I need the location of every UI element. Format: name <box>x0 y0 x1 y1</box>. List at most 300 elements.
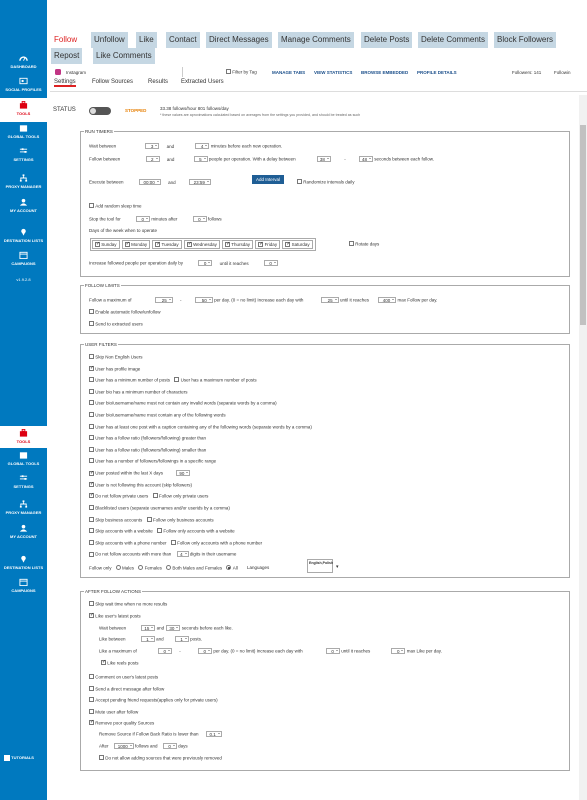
sidebar-item-global-tools[interactable] <box>0 124 47 139</box>
sidebar-label: TUTORIALS <box>11 755 34 761</box>
send-dm-row[interactable] <box>89 686 164 691</box>
label: User is not following this account (skip followers) <box>95 482 193 488</box>
label: and <box>168 179 176 185</box>
follow-between-row <box>89 156 434 162</box>
tab-like-comments[interactable]: Like Comments <box>93 48 155 64</box>
execute-start-input[interactable]: 00:00 <box>139 179 161 185</box>
label: Friday <box>264 242 278 247</box>
stop-tool-row <box>89 216 222 222</box>
label: User has profile image <box>95 366 141 372</box>
label: minutes before each new operation. <box>210 143 283 149</box>
label: Like a maximum of <box>99 648 137 654</box>
posted-days-input[interactable]: 90 <box>176 470 190 476</box>
checkbox[interactable] <box>89 493 94 498</box>
sidebar-item-dashboard[interactable] <box>0 54 47 69</box>
sidebar-label: SETTINGS <box>13 484 34 489</box>
label: Comment on user's latest posts <box>95 674 159 680</box>
website-row[interactable] <box>89 528 235 533</box>
wait-max-input[interactable]: 4 <box>195 143 209 149</box>
label: User has a minimum number of posts <box>95 377 171 383</box>
sidebar-label: CAMPAIGNS <box>11 261 36 266</box>
day-saturday[interactable] <box>282 240 312 249</box>
label: Blacklisted users (separate usernames and/or userids by a comma) <box>95 505 230 511</box>
checkbox[interactable] <box>89 389 94 394</box>
label: All <box>232 565 238 571</box>
pin-icon <box>19 555 28 563</box>
delay-min-input[interactable]: 38 <box>317 156 331 162</box>
digits-input[interactable]: 4 <box>177 551 189 557</box>
phone-row[interactable] <box>89 540 262 545</box>
sidebar-item-my-account-2[interactable] <box>0 524 47 539</box>
send-extracted-row[interactable] <box>89 321 143 326</box>
bio-must-row[interactable] <box>89 412 226 417</box>
label: Follow only business accounts <box>152 517 214 523</box>
subtab-follow-sources[interactable]: Follow Sources <box>92 79 134 85</box>
remove-if-row <box>99 731 222 737</box>
scrollbar[interactable] <box>579 95 587 800</box>
sidebar-label: MY ACCOUNT <box>10 534 37 539</box>
label: per day. (0 = no limit) Increase each day with <box>213 648 303 654</box>
label: Skip wait time when no more results <box>95 601 168 607</box>
follow-max-max-input[interactable]: 50 <box>195 297 213 303</box>
only-website-checkbox[interactable] <box>157 528 162 533</box>
sidebar-item-tools-2[interactable] <box>0 426 47 448</box>
sidebar-item-campaigns-2[interactable] <box>0 578 47 593</box>
bio-min-row[interactable] <box>89 389 188 394</box>
label: Follow only accounts with a website <box>163 528 235 534</box>
label: User posted within the last X days <box>95 470 164 476</box>
checkbox[interactable] <box>89 528 94 533</box>
day-checkbox[interactable] <box>125 242 130 247</box>
tab-direct-messages[interactable]: Direct Messages <box>206 32 272 48</box>
execute-end-input[interactable]: 23:59 <box>189 179 211 185</box>
status-state: STOPPED <box>125 108 147 113</box>
label: Males <box>122 565 135 571</box>
checkbox[interactable] <box>89 674 94 679</box>
day-tuesday[interactable] <box>152 240 181 249</box>
tab-block-followers[interactable]: Block Followers <box>494 32 556 48</box>
sidebar-item-destination-lists-2[interactable] <box>0 555 47 570</box>
label: Both Males and Females <box>172 565 223 571</box>
label: Add random sleep time <box>95 203 142 209</box>
globe-icon <box>19 451 28 459</box>
label: User has a follow ratio (followers/following) greater than <box>95 435 207 441</box>
filter-by-tag-checkbox[interactable] <box>226 69 231 74</box>
label: Wait between <box>89 143 117 149</box>
subtab-extracted-users[interactable]: Extracted Users <box>181 79 224 85</box>
sidebar-label: SETTINGS <box>13 157 34 162</box>
section-title: USER FILTERS <box>85 342 117 347</box>
sidebar-label: DESTINATION LISTS <box>3 565 44 570</box>
comment-row[interactable] <box>89 674 158 679</box>
radio-females[interactable] <box>138 565 143 570</box>
execute-between-row <box>89 179 211 185</box>
section-title: FOLLOW LIMITS <box>85 283 120 288</box>
days-label: Days of the week when to operate <box>89 228 158 233</box>
ratio-smaller-row[interactable] <box>89 447 206 452</box>
delay-max-input[interactable]: 48 <box>359 156 373 162</box>
checkbox[interactable] <box>89 709 94 714</box>
languages-dropdown-icon[interactable]: ▾ <box>336 564 339 570</box>
tab-contact[interactable]: Contact <box>166 32 200 48</box>
radio-both[interactable] <box>166 565 171 570</box>
label: follows <box>207 216 222 222</box>
user-icon <box>19 524 28 532</box>
label: Accept pending friend requests(applies only for private users) <box>95 697 218 703</box>
label: Saturday <box>291 242 310 247</box>
bio-invalid-row[interactable] <box>89 400 277 405</box>
sidebar-item-proxy-manager-2[interactable] <box>0 500 47 515</box>
label: minutes after <box>151 216 178 222</box>
toolbox-icon <box>19 101 28 109</box>
sidebar-item-campaigns[interactable] <box>0 251 47 266</box>
sidebar-item-my-account[interactable] <box>0 198 47 213</box>
app-version: v1.9.2.8 <box>16 277 31 282</box>
label: User bio/username/name must contain any of the following words <box>95 412 226 418</box>
label: Enable automatic follow/unfollow <box>95 309 161 315</box>
add-interval-label: Add Interval <box>252 175 284 184</box>
label: Send a direct message after follow <box>95 686 165 692</box>
stop-follows-input[interactable]: 0 <box>193 216 207 222</box>
label: Randomize intervals daily <box>303 179 355 185</box>
user-icon <box>19 198 28 206</box>
day-checkbox[interactable] <box>285 242 290 247</box>
follow-min-input[interactable]: 2 <box>146 156 160 162</box>
label: Like reels posts <box>107 660 139 666</box>
label: Do not allow adding sources that were previously removed <box>105 755 222 761</box>
follow-increase-input[interactable]: 25 <box>321 297 339 303</box>
sliders-icon <box>19 147 28 155</box>
instagram-icon <box>55 69 61 75</box>
day-thursday[interactable] <box>222 240 253 249</box>
checkbox[interactable] <box>89 540 94 545</box>
sidebar-label: TOOLS <box>16 439 31 444</box>
only-phone-checkbox[interactable] <box>171 540 176 545</box>
label: After <box>99 743 109 749</box>
day-monday[interactable] <box>122 240 150 249</box>
subtab-results[interactable]: Results <box>148 79 169 85</box>
range-row[interactable] <box>89 458 216 463</box>
sidebar-item-social-profiles[interactable] <box>0 77 47 92</box>
day-friday[interactable] <box>255 240 280 249</box>
like-max-min-input[interactable]: 0 <box>158 648 172 654</box>
label: Sunday <box>101 242 117 247</box>
sliders-icon <box>19 474 28 482</box>
toolbox-icon <box>19 429 28 437</box>
no-prev-sources-row[interactable] <box>99 755 222 760</box>
radio-all[interactable] <box>226 565 231 570</box>
label: Rotate days <box>355 241 380 247</box>
tab-follow[interactable]: Follow <box>51 32 80 48</box>
like-max-max-input[interactable]: 0 <box>198 648 212 654</box>
checkbox[interactable] <box>89 400 94 405</box>
blacklisted-row[interactable] <box>89 505 230 510</box>
tab-delete-comments[interactable]: Delete Comments <box>418 32 488 48</box>
checkbox[interactable] <box>89 697 94 702</box>
sidebar-item-global-tools-2[interactable] <box>0 451 47 466</box>
label: Remove Source if Follow Back Ratio is lower than <box>99 731 199 737</box>
gender-row <box>89 565 269 570</box>
checkbox[interactable] <box>89 686 94 691</box>
after-row <box>99 743 188 749</box>
like-min-input[interactable]: 1 <box>141 636 155 642</box>
caption-row[interactable] <box>89 424 312 429</box>
checkbox[interactable] <box>89 435 94 440</box>
label: Stop the tool for <box>89 216 121 222</box>
label: Like between <box>99 636 126 642</box>
rotate-days-checkbox[interactable] <box>349 241 354 246</box>
checkbox[interactable] <box>89 482 94 487</box>
status-toggle[interactable] <box>89 107 111 115</box>
checkbox[interactable] <box>89 505 94 510</box>
min-posts-row[interactable] <box>89 377 257 382</box>
radio-males[interactable] <box>116 565 121 570</box>
randomize-checkbox[interactable] <box>297 179 302 184</box>
wait-between-row <box>89 143 282 149</box>
business-row[interactable] <box>89 517 214 522</box>
after-follows-input[interactable]: 1000 <box>114 743 134 749</box>
checkbox[interactable] <box>89 613 94 618</box>
account-toolbar <box>52 67 587 78</box>
like-max-input[interactable]: 1 <box>175 636 189 642</box>
subtab-settings[interactable]: Settings <box>54 79 76 85</box>
like-wait-max-input[interactable]: 30 <box>166 625 180 631</box>
private-row[interactable] <box>89 493 208 498</box>
section-title: AFTER FOLLOW ACTIONS <box>85 589 142 594</box>
wait-min-input[interactable]: 3 <box>145 143 159 149</box>
checkbox[interactable] <box>89 424 94 429</box>
label: Mute user after follow <box>95 709 139 715</box>
filter-by-tag-label: Filter by Tag <box>232 69 257 75</box>
only-private-checkbox[interactable] <box>153 493 158 498</box>
auto-unfollow-row[interactable] <box>89 309 161 314</box>
following-count: Followin <box>554 70 571 75</box>
profile-image-row[interactable] <box>89 366 140 371</box>
label: per day. (0 = no limit) Increase each day with <box>214 297 304 303</box>
label: Languages <box>246 565 270 571</box>
globe-icon <box>19 124 28 132</box>
day-wednesday[interactable] <box>184 240 220 249</box>
label: Skip accounts with a phone number <box>95 540 167 546</box>
network-icon <box>19 500 28 508</box>
posted-within-row[interactable] <box>89 470 190 476</box>
pin-icon <box>19 228 28 236</box>
sidebar-label: TOOLS <box>16 111 31 116</box>
like-wait-min-input[interactable]: 15 <box>141 625 155 631</box>
checkbox[interactable] <box>89 458 94 463</box>
calendar-icon <box>19 251 28 259</box>
stop-minutes-input[interactable]: 0 <box>136 216 150 222</box>
checkbox[interactable] <box>89 552 94 557</box>
label: Follow only accounts with a phone number <box>177 540 263 546</box>
label: Females <box>144 565 162 571</box>
profile-details-link[interactable]: PROFILE DETAILS <box>417 70 457 75</box>
sidebar-item-tools[interactable] <box>0 98 47 122</box>
follow-max-min-input[interactable]: 25 <box>155 297 173 303</box>
profiles-icon <box>19 77 28 85</box>
account-name[interactable]: Instagram <box>66 70 87 75</box>
manage-tabs-link[interactable]: MANAGE TABS <box>272 70 306 75</box>
label: User bio/username/name must not contain any invalid words (separate words by a comma) <box>95 400 277 406</box>
label: Monday <box>131 242 148 247</box>
sidebar-item-proxy-manager[interactable] <box>0 174 47 189</box>
sidebar-label: DASHBOARD <box>10 64 37 69</box>
languages-select[interactable] <box>307 559 333 573</box>
label: Like user's latest posts <box>95 613 141 619</box>
label: Execute between <box>89 179 124 185</box>
label: Skip business accounts <box>95 517 143 523</box>
max-posts-checkbox[interactable] <box>174 377 179 382</box>
label: Do not follow private users <box>95 493 149 499</box>
sidebar-label: CAMPAIGNS <box>11 588 36 593</box>
like-reels-row[interactable] <box>101 660 139 665</box>
status-rate: 33.38 follows/hour 801 follows/day <box>160 106 229 111</box>
status-note: * these values are aproximations calculated based on averages from the settings you provided, and should be treated as such <box>160 113 361 117</box>
follow-until-input[interactable]: 400 <box>378 297 396 303</box>
tab-delete-posts[interactable]: Delete Posts <box>361 32 412 48</box>
divider <box>182 67 183 77</box>
tab-repost[interactable]: Repost <box>51 48 82 64</box>
scrollbar-thumb[interactable] <box>580 125 586 325</box>
checkbox[interactable] <box>89 377 94 382</box>
randomize-row[interactable] <box>297 179 355 184</box>
label: people per operation. With a delay between <box>208 156 296 162</box>
day-checkbox[interactable] <box>95 242 100 247</box>
follow-max-input[interactable]: 5 <box>194 156 208 162</box>
label: Wait between <box>99 625 127 631</box>
day-checkbox[interactable] <box>187 242 192 247</box>
label: Follow a maximum of <box>89 297 132 303</box>
followers-count: Followers: 141 <box>512 70 542 75</box>
digits-row[interactable] <box>89 551 236 557</box>
checkbox[interactable] <box>89 447 94 452</box>
sidebar-item-destination-lists[interactable] <box>0 228 47 243</box>
checkbox[interactable] <box>89 366 94 371</box>
status-label: STATUS <box>53 107 76 113</box>
skip-non-english-row[interactable] <box>89 354 143 359</box>
sidebar-item-settings[interactable] <box>0 147 47 162</box>
day-sunday[interactable] <box>92 240 120 249</box>
label: User has a maximum number of posts <box>180 377 257 383</box>
dash: - <box>179 648 181 654</box>
checkbox[interactable] <box>99 755 104 760</box>
ratio-input[interactable]: 0.1 <box>206 731 222 737</box>
divider <box>50 91 587 92</box>
like-max-row <box>99 648 442 654</box>
label: Send to extracted users <box>95 321 143 327</box>
like-posts-row[interactable] <box>89 613 141 618</box>
rotate-days-row[interactable] <box>349 241 379 246</box>
sidebar-item-tutorials[interactable] <box>0 755 47 761</box>
gauge-icon <box>19 54 28 62</box>
label: Skip Non English Users <box>95 354 143 360</box>
label: until it reaches <box>341 648 371 654</box>
ratio-greater-row[interactable] <box>89 435 206 440</box>
label: days <box>178 743 188 749</box>
sidebar-label: SOCIAL PROFILES <box>5 87 42 92</box>
label: User has a follow ratio (followers/following) smaller than <box>95 447 207 453</box>
label: Follow only private users <box>158 493 209 499</box>
day-checkbox[interactable] <box>225 242 230 247</box>
increase-until-input[interactable]: 0 <box>264 260 278 266</box>
browse-embedded-link[interactable]: BROWSE EMBEDDED <box>361 70 409 75</box>
label: Increase followed people per operation daily by <box>89 260 184 266</box>
days-group <box>90 238 316 251</box>
like-wait-row <box>99 625 233 631</box>
sidebar <box>0 0 47 800</box>
view-statistics-link[interactable]: VIEW STATISTICS <box>314 70 353 75</box>
label: seconds between each follow. <box>374 156 435 162</box>
checkbox[interactable] <box>89 601 94 606</box>
label: Skip accounts with a website <box>95 528 153 534</box>
like-increase-input[interactable]: 0 <box>326 648 340 654</box>
checkbox[interactable] <box>89 720 94 725</box>
label: follows and <box>135 743 158 749</box>
label: until it reaches <box>339 297 369 303</box>
mute-row[interactable] <box>89 709 138 714</box>
run-timers-section <box>80 131 570 277</box>
sidebar-label: MY ACCOUNT <box>10 208 37 213</box>
increase-row <box>89 260 278 266</box>
random-sleep-row[interactable] <box>89 203 142 208</box>
tab-unfollow[interactable]: Unfollow <box>91 32 128 48</box>
label: and <box>166 156 175 162</box>
label: Do not follow accounts with more than <box>95 551 172 557</box>
checkbox[interactable] <box>101 660 106 665</box>
label: Follow between <box>89 156 121 162</box>
label: Tuesday <box>161 242 179 247</box>
like-until-input[interactable]: 0 <box>391 648 405 654</box>
day-checkbox[interactable] <box>155 242 160 247</box>
label: User bio has a minimum number of characters <box>95 389 188 395</box>
day-checkbox[interactable] <box>258 242 263 247</box>
label: Follow only <box>89 565 112 571</box>
send-extracted-checkbox[interactable] <box>89 321 94 326</box>
increase-input[interactable]: 0 <box>198 260 212 266</box>
tab-like[interactable]: Like <box>136 32 157 48</box>
sidebar-item-settings-2[interactable] <box>0 474 47 489</box>
checkbox[interactable] <box>89 354 94 359</box>
network-icon <box>19 174 28 182</box>
sidebar-label: PROXY MANAGER <box>5 510 42 515</box>
follow-max-row <box>89 297 437 303</box>
dash: - <box>180 297 182 303</box>
sidebar-label: PROXY MANAGER <box>5 184 42 189</box>
after-days-input[interactable]: 0 <box>163 743 177 749</box>
filter-by-tag[interactable] <box>226 69 257 74</box>
checkbox[interactable] <box>89 471 94 476</box>
sidebar-label: GLOBAL TOOLS <box>7 134 40 139</box>
add-interval-button[interactable] <box>252 175 284 184</box>
not-following-row[interactable] <box>89 482 192 487</box>
label: seconds before each like. <box>181 625 233 631</box>
random-sleep-checkbox[interactable] <box>89 203 94 208</box>
remove-poor-row[interactable] <box>89 720 154 725</box>
sidebar-label: GLOBAL TOOLS <box>7 461 40 466</box>
auto-unfollow-checkbox[interactable] <box>89 309 94 314</box>
sidebar-label: DESTINATION LISTS <box>3 238 44 243</box>
label: digits in their username <box>189 551 237 557</box>
languages-value: English,Polish <box>309 561 334 565</box>
skip-wait-row[interactable] <box>89 601 167 606</box>
accept-pending-row[interactable] <box>89 697 218 702</box>
label: max Follow per day. <box>397 297 438 303</box>
tab-manage-comments[interactable]: Manage Comments <box>278 32 354 48</box>
only-business-checkbox[interactable] <box>147 517 152 522</box>
checkbox[interactable] <box>89 412 94 417</box>
label: User has at least one post with a caption containing any of the following words (separate words by a comma) <box>95 424 312 430</box>
checkbox[interactable] <box>89 517 94 522</box>
